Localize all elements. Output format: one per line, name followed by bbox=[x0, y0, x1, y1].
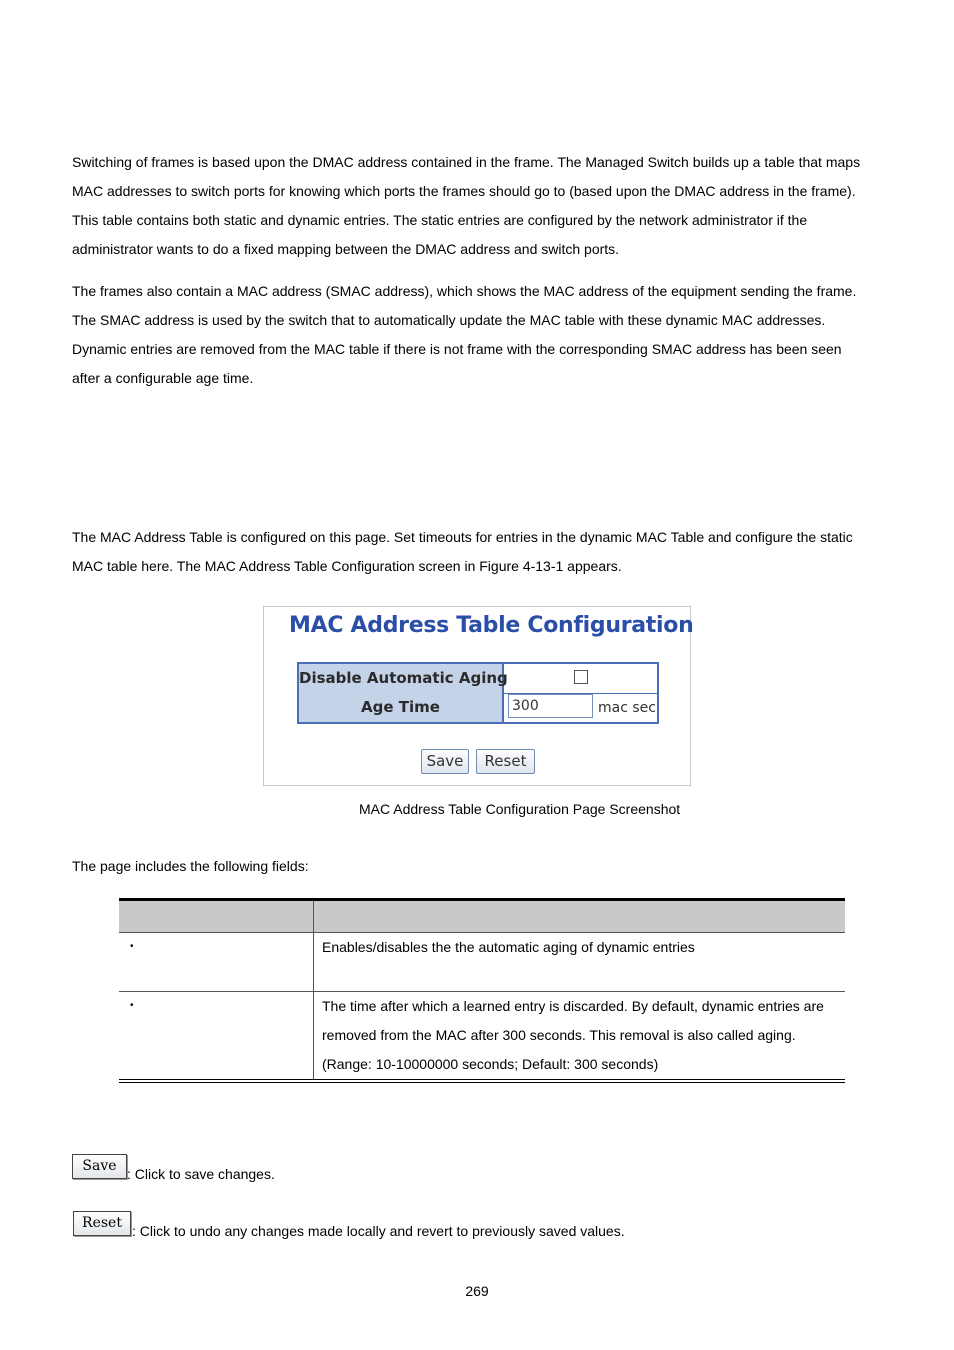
table-header-row bbox=[119, 900, 845, 933]
text-line: MAC addresses to switch ports for knowing which ports the frames should go to (based upon the DMAC address in the frame). bbox=[72, 183, 856, 199]
description-cell bbox=[314, 992, 846, 1082]
age-time-unit: mac sec bbox=[598, 700, 656, 716]
screenshot-title: MAC Address Table Configuration bbox=[289, 613, 694, 638]
bullet-icon: • bbox=[130, 941, 134, 952]
age-time-input[interactable]: 300 bbox=[508, 694, 593, 718]
intro-paragraph-1 bbox=[72, 148, 892, 264]
intro-paragraph-2 bbox=[72, 277, 892, 393]
page-number: 269 bbox=[465, 1283, 489, 1299]
disable-aging-checkbox[interactable] bbox=[574, 670, 588, 684]
config-row-disable-aging bbox=[299, 664, 657, 694]
config-label: Disable Automatic Aging bbox=[299, 664, 504, 693]
text-line: The SMAC address is used by the switch that to automatically update the MAC table with these dynamic MAC addresses. bbox=[72, 312, 826, 328]
config-screenshot bbox=[263, 606, 694, 786]
text-line: administrator wants to do a fixed mapping between the DMAC address and switch ports. bbox=[72, 241, 620, 257]
reset-button[interactable]: Reset bbox=[476, 749, 535, 774]
text-line: after a configurable age time. bbox=[72, 370, 254, 386]
bullet-icon: • bbox=[130, 1000, 134, 1011]
object-cell bbox=[119, 992, 314, 1082]
save-description: : Click to save changes. bbox=[127, 1166, 275, 1182]
save-button[interactable]: Save bbox=[421, 749, 469, 774]
object-cell bbox=[119, 933, 314, 992]
description-line: The time after which a learned entry is discarded. By default, dynamic entries are bbox=[322, 998, 824, 1014]
reset-button-sample[interactable]: Reset bbox=[73, 1211, 131, 1236]
description-cell bbox=[314, 933, 846, 992]
text-line: This table contains both static and dynamic entries. The static entries are configured by the network administrator if the bbox=[72, 212, 808, 228]
figure-caption: MAC Address Table Configuration Page Screenshot bbox=[359, 801, 681, 817]
fields-table bbox=[119, 898, 845, 1083]
description-line: Enables/disables the the automatic aging of dynamic entries bbox=[322, 939, 695, 955]
config-row-age-time bbox=[299, 693, 657, 722]
config-paragraph bbox=[72, 523, 892, 581]
text-line: The MAC Address Table is configured on this page. Set timeouts for entries in the dynamic MAC Table and configure the static bbox=[72, 529, 853, 545]
config-table bbox=[297, 662, 659, 724]
text-line: MAC table here. The MAC Address Table Configuration screen in Figure 4-13-1 appears. bbox=[72, 558, 622, 574]
text-line: Switching of frames is based upon the DMAC address contained in the frame. The Managed Switch builds up a table that maps bbox=[72, 154, 861, 170]
fields-intro: The page includes the following fields: bbox=[72, 858, 309, 874]
description-line: (Range: 10-10000000 seconds; Default: 300 seconds) bbox=[322, 1056, 659, 1072]
config-label: Age Time bbox=[299, 693, 504, 722]
text-line: Dynamic entries are removed from the MAC table if there is not frame with the corresponding SMAC address has been seen bbox=[72, 341, 842, 357]
table-row bbox=[119, 992, 845, 1082]
description-line: removed from the MAC after 300 seconds. This removal is also called aging. bbox=[322, 1027, 796, 1043]
table-row bbox=[119, 933, 845, 992]
save-button-sample[interactable]: Save bbox=[72, 1154, 127, 1179]
header-cell-description bbox=[314, 900, 846, 933]
header-cell-object bbox=[119, 900, 314, 933]
text-line: The frames also contain a MAC address (SMAC address), which shows the MAC address of the equipment sending the frame. bbox=[72, 283, 857, 299]
reset-description: : Click to undo any changes made locally and revert to previously saved values. bbox=[132, 1223, 625, 1239]
